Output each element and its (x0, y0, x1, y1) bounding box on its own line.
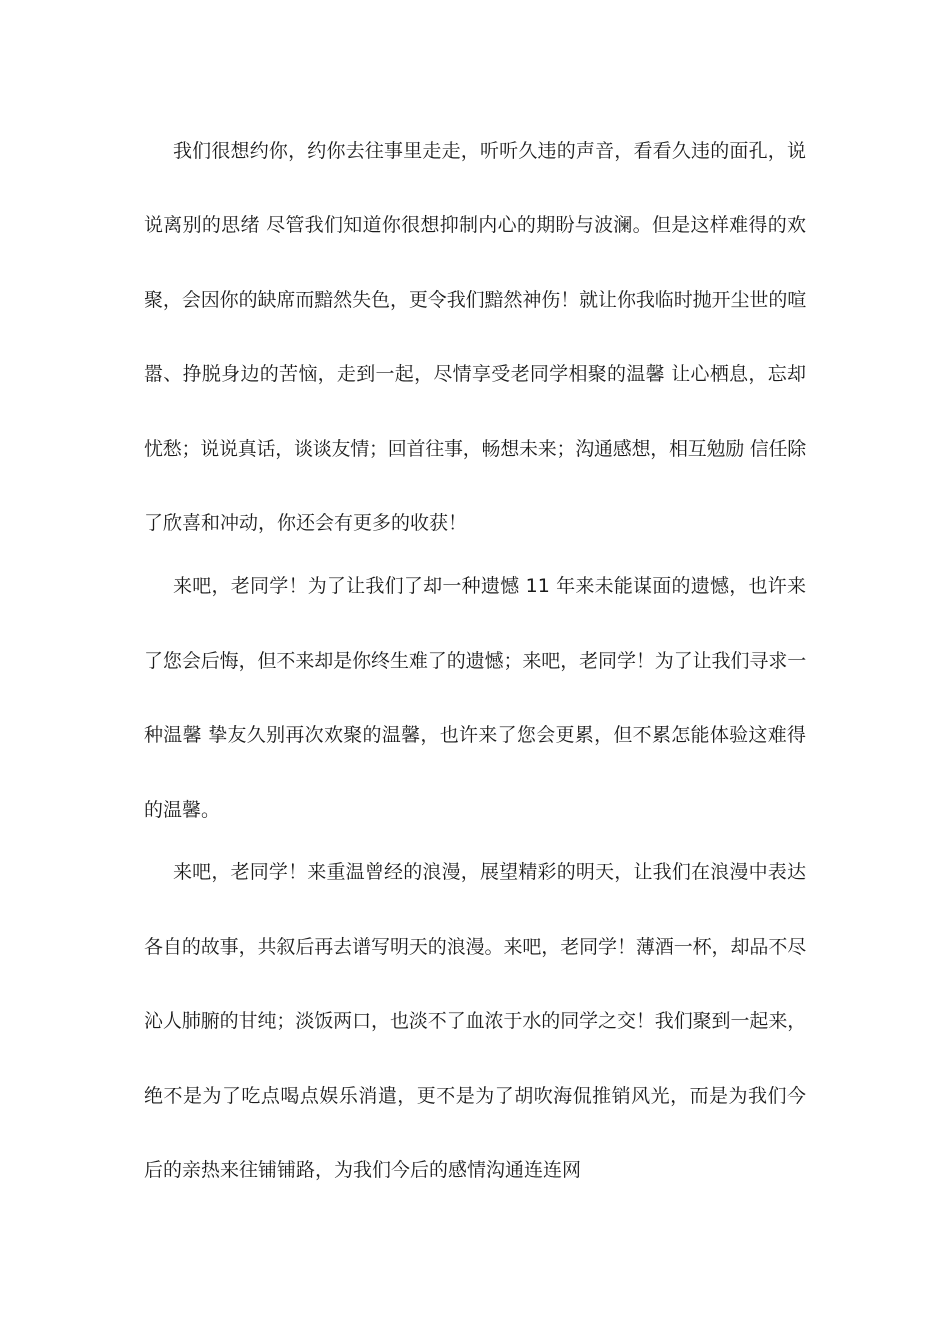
text-line: 种温馨 挚友久别再次欢聚的温馨，也许来了您会更累，但不累怎能体验这难得 (144, 724, 806, 746)
text-line: 后的亲热来往铺铺路，为我们今后的感情沟通连连网 (144, 1159, 582, 1181)
text-line: 忧愁；说说真话，谈谈友情；回首往事，畅想未来；沟通感想，相互勉励 信任除 (144, 438, 807, 460)
text-line: 嚣、挣脱身边的苦恼，走到一起，尽情享受老同学相聚的温馨 让心栖息，忘却 (144, 363, 806, 385)
text-line: 各自的故事，共叙后再去谱写明天的浪漫。来吧，老同学！薄酒一杯，却品不尽 (144, 936, 806, 958)
text-line: 了欣喜和冲动，你还会有更多的收获！ (144, 512, 468, 534)
text-line: 聚，会因你的缺席而黯然失色，更令我们黯然神伤！就让你我临时抛开尘世的喧 (144, 289, 806, 311)
text-line: 来吧，老同学！来重温曾经的浪漫，展望精彩的明天，让我们在浪漫中表达 (173, 861, 806, 883)
text-line: 的温馨。 (144, 799, 221, 821)
text-line: 沁人肺腑的甘纯；淡饭两口，也淡不了血浓于水的同学之交！我们聚到一起来， (144, 1010, 806, 1032)
text-line: 了您会后悔，但不来却是你终生难了的遗憾；来吧，老同学！为了让我们寻求一 (144, 650, 806, 672)
text-line: 绝不是为了吃点喝点娱乐消遣，更不是为了胡吹海侃推销风光，而是为我们今 (144, 1085, 806, 1107)
text-line: 来吧，老同学！为了让我们了却一种遗憾 11 年来未能谋面的遗憾，也许来 (173, 575, 806, 597)
text-line: 我们很想约你，约你去往事里走走，听听久违的声音，看看久违的面孔，说 (173, 140, 806, 162)
text-line: 说离别的思绪 尽管我们知道你很想抑制内心的期盼与波澜。但是这样难得的欢 (144, 214, 806, 236)
